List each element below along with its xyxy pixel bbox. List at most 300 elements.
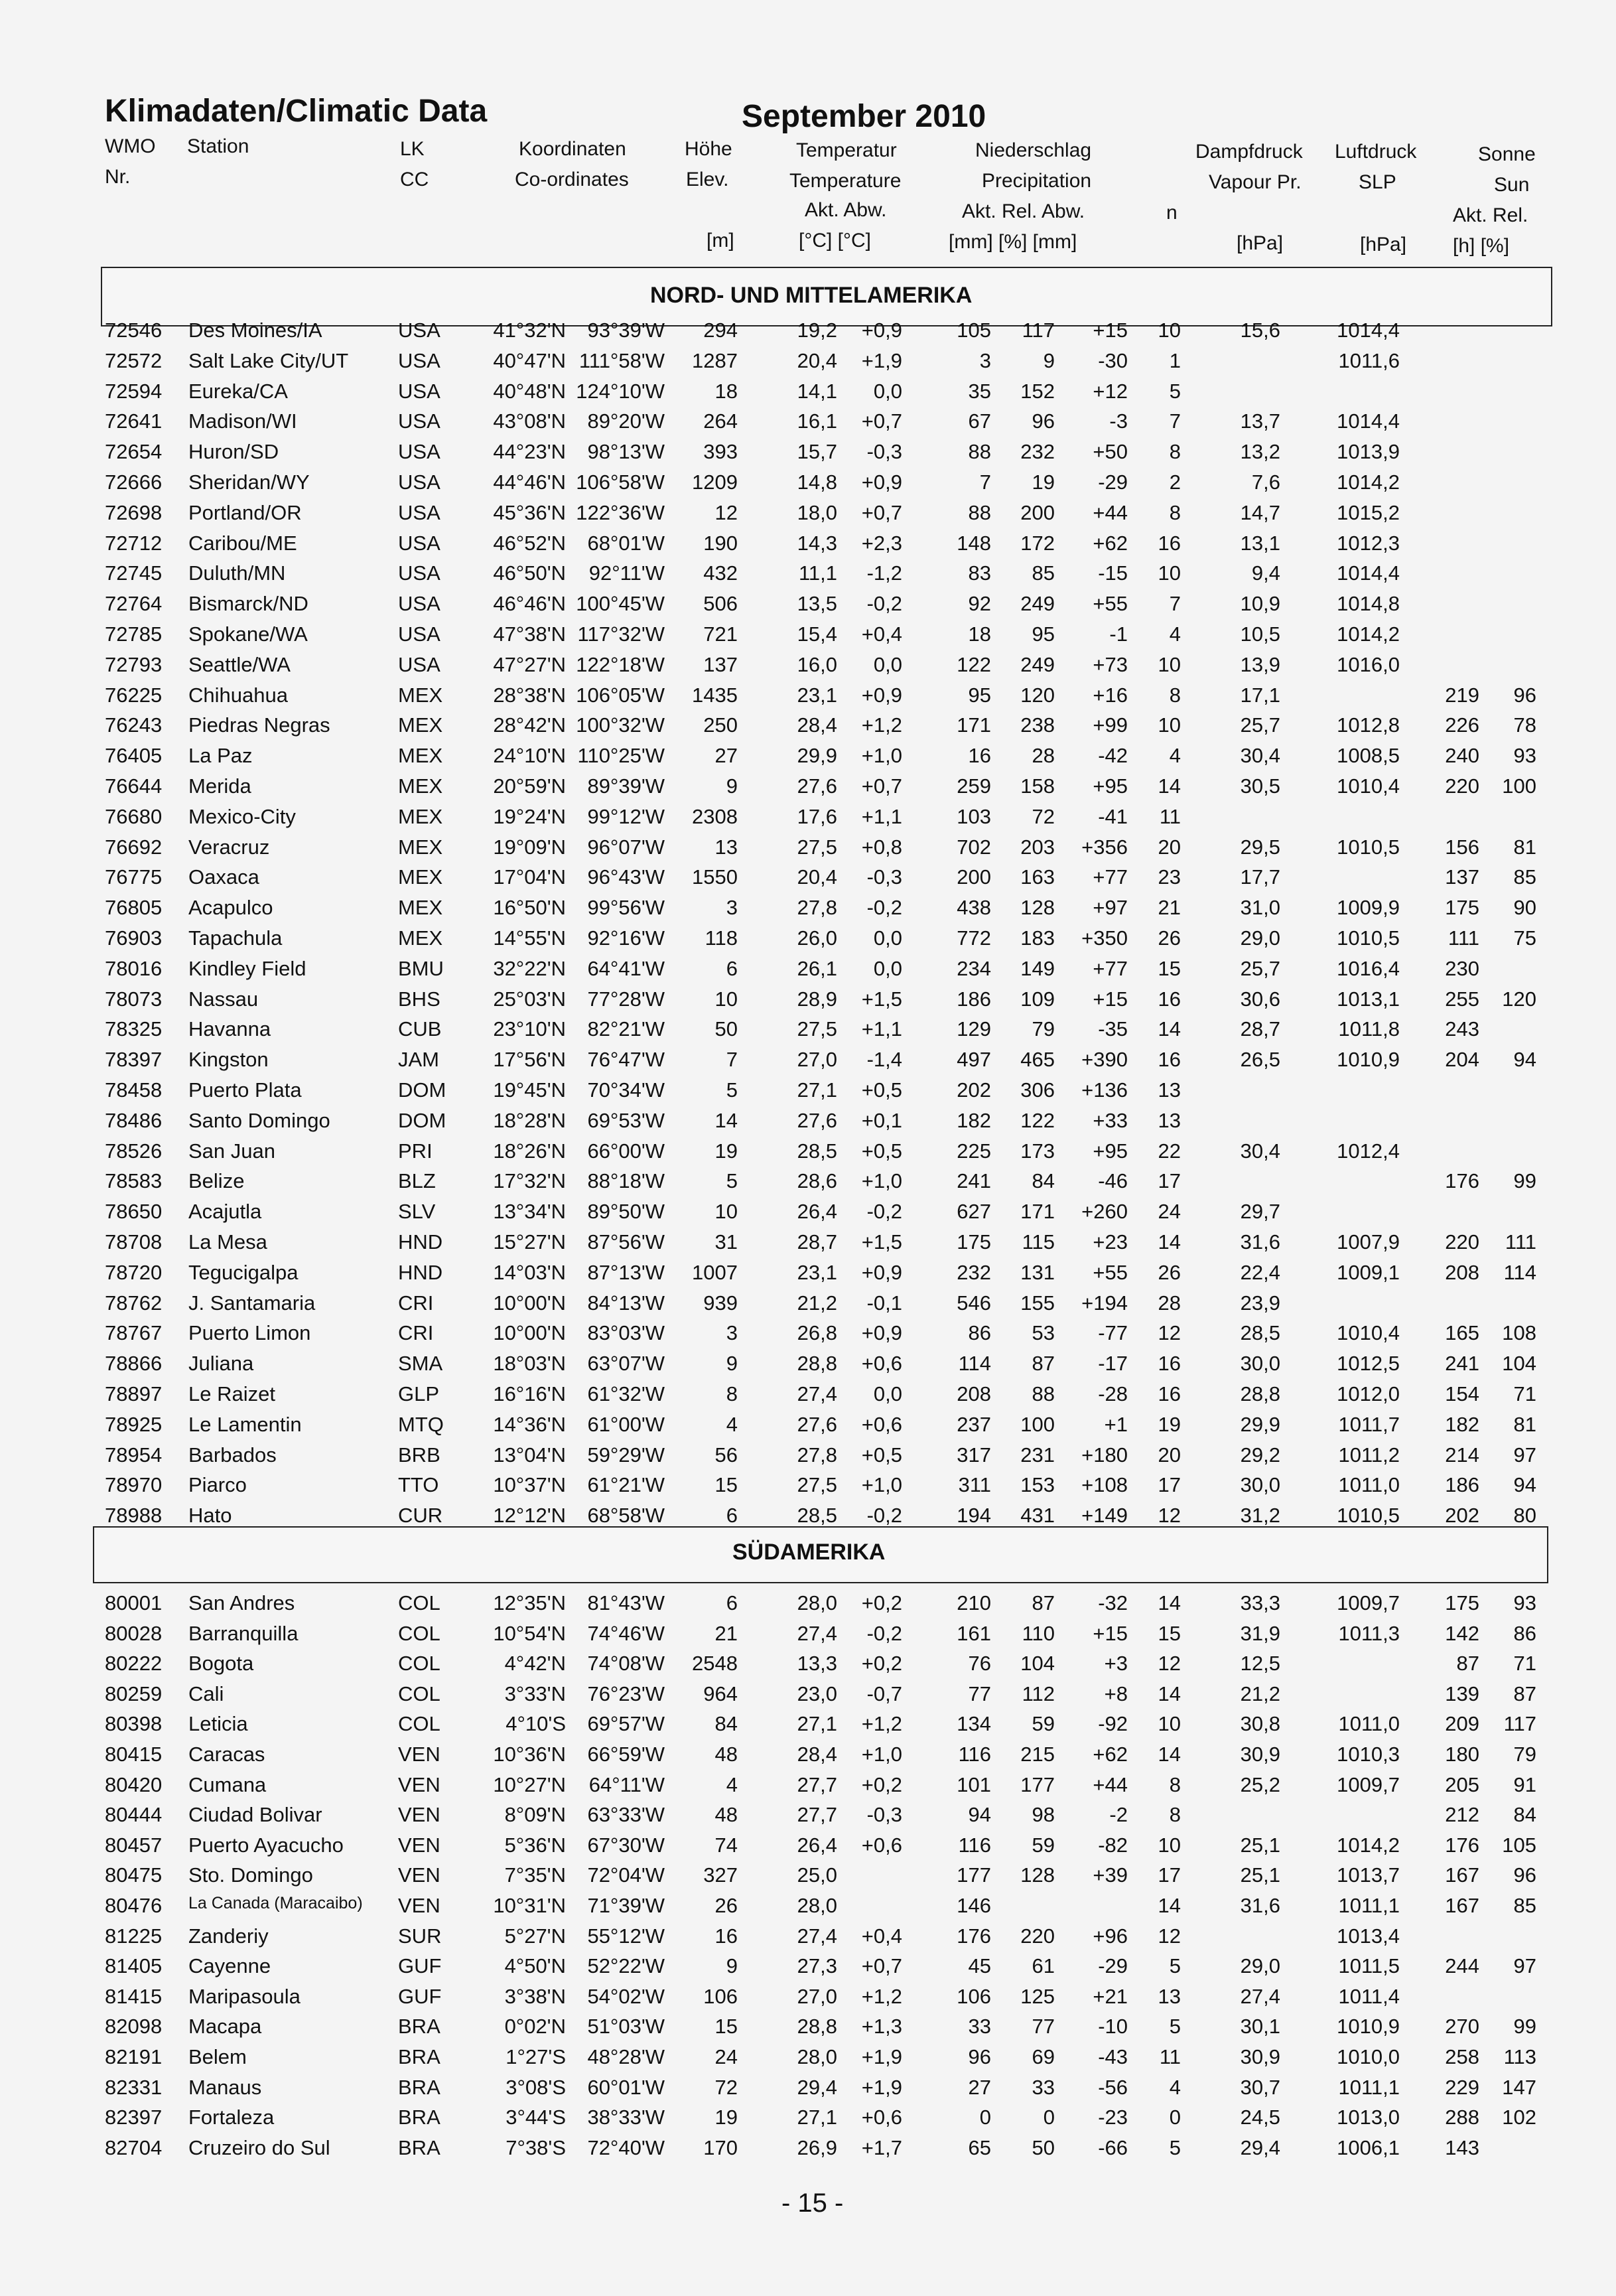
temp-actual: 23,1 [797, 1260, 837, 1284]
sunshine-relative: 111 [1505, 1230, 1536, 1254]
country-code: VEN [398, 1803, 440, 1827]
temp-actual: 27,4 [797, 1621, 837, 1645]
precip-relative: 215 [1020, 1743, 1055, 1766]
precip-actual: 122 [957, 652, 991, 676]
latitude: 1°27'S [505, 2045, 566, 2068]
precip-actual: 161 [957, 1621, 991, 1645]
country-code: GUF [398, 1954, 442, 1978]
precip-actual: 237 [957, 1412, 991, 1436]
wmo-number: 72793 [105, 652, 163, 676]
precip-days: 8 [1169, 500, 1181, 524]
country-code: USA [398, 561, 440, 585]
temp-actual: 28,4 [797, 713, 837, 737]
sea-level-pressure: 1012,0 [1337, 1382, 1400, 1405]
station-name: Ciudad Bolivar [188, 1803, 322, 1827]
temp-actual: 27,6 [797, 1412, 837, 1436]
latitude: 3°08'S [505, 2075, 566, 2099]
vapour-pressure: 29,0 [1240, 1954, 1280, 1978]
temp-deviation: -0,1 [866, 1291, 902, 1315]
header-prec-unit: [mm] [%] [mm] [949, 231, 1077, 253]
station-name: Havanna [188, 1017, 271, 1041]
temp-deviation: 0,0 [873, 1382, 902, 1405]
temp-actual: 16,1 [797, 409, 837, 433]
temp-actual: 18,0 [797, 500, 837, 524]
sunshine-relative: 81 [1513, 1412, 1536, 1436]
latitude: 18°26'N [493, 1139, 566, 1163]
precip-relative: 172 [1020, 531, 1055, 555]
precip-days: 26 [1158, 1260, 1181, 1284]
wmo-number: 80398 [105, 1712, 163, 1736]
sea-level-pressure: 1009,7 [1337, 1591, 1400, 1614]
precip-days: 14 [1158, 774, 1181, 798]
precip-relative: 96 [1032, 409, 1055, 433]
wmo-number: 76775 [105, 865, 163, 889]
precip-relative: 33 [1032, 2075, 1055, 2099]
longitude: 92°11'W [588, 561, 665, 585]
temp-deviation: +0,1 [861, 1108, 902, 1132]
country-code: HND [398, 1260, 443, 1284]
elevation: 10 [714, 987, 738, 1011]
latitude: 47°27'N [493, 652, 566, 676]
station-name: Kindley Field [188, 956, 306, 980]
temp-actual: 28,8 [797, 2015, 837, 2039]
vapour-pressure: 25,7 [1240, 956, 1280, 980]
station-name: Nassau [188, 987, 259, 1011]
precip-deviation: +95 [1093, 774, 1128, 798]
elevation: 10 [714, 1200, 738, 1224]
sea-level-pressure: 1011,6 [1338, 348, 1400, 372]
precip-days: 14 [1158, 1743, 1181, 1766]
precip-actual: 210 [957, 1591, 991, 1614]
precip-actual: 186 [957, 987, 991, 1011]
sunshine-hours: 87 [1456, 1652, 1479, 1676]
temp-deviation: -1,4 [866, 1048, 902, 1072]
sunshine-relative: 102 [1502, 2106, 1536, 2129]
sea-level-pressure: 1014,4 [1337, 561, 1400, 585]
sunshine-relative: 80 [1513, 1504, 1536, 1528]
temp-deviation: +1,9 [861, 348, 902, 372]
precip-days: 26 [1158, 926, 1181, 950]
precip-deviation: +44 [1093, 1772, 1128, 1796]
wmo-number: 82331 [105, 2075, 163, 2099]
sunshine-relative: 87 [1513, 1682, 1536, 1705]
precip-days: 22 [1158, 1139, 1181, 1163]
temp-deviation: +0,5 [861, 1078, 902, 1102]
sunshine-relative: 147 [1502, 2075, 1536, 2099]
longitude: 77°28'W [587, 987, 665, 1011]
longitude: 74°08'W [587, 1652, 665, 1676]
precip-actual: 202 [957, 1078, 991, 1102]
temp-actual: 26,4 [797, 1200, 837, 1224]
wmo-number: 78458 [105, 1078, 163, 1102]
precip-relative: 122 [1020, 1108, 1055, 1132]
precip-deviation: +62 [1093, 1743, 1128, 1766]
station-name: Barbados [188, 1443, 277, 1467]
sunshine-relative: 96 [1513, 683, 1536, 707]
precip-relative: 131 [1020, 1260, 1055, 1284]
sunshine-hours: 214 [1445, 1443, 1479, 1467]
sunshine-relative: 78 [1513, 713, 1536, 737]
station-name: La Canada (Maracaibo) [188, 1894, 363, 1912]
section-band-south-america [93, 1526, 1548, 1583]
sea-level-pressure: 1012,5 [1337, 1352, 1400, 1376]
temp-deviation: +1,7 [861, 2135, 902, 2159]
precip-days: 17 [1158, 1169, 1181, 1193]
temp-actual: 27,7 [797, 1772, 837, 1796]
station-name: Spokane/WA [188, 622, 308, 646]
precip-days: 20 [1158, 1443, 1181, 1467]
temp-deviation: +0,6 [861, 2106, 902, 2129]
longitude: 64°11'W [588, 1772, 665, 1796]
precip-days: 4 [1169, 622, 1181, 646]
precip-days: 17 [1158, 1473, 1181, 1497]
precip-deviation: +95 [1093, 1139, 1128, 1163]
latitude: 18°03'N [493, 1352, 566, 1376]
precip-days: 2 [1169, 470, 1181, 494]
precip-actual: 311 [958, 1473, 991, 1497]
sunshine-relative: 85 [1513, 1894, 1536, 1917]
country-code: SMA [398, 1352, 443, 1376]
sunshine-relative: 97 [1513, 1443, 1536, 1467]
sunshine-relative: 97 [1513, 1954, 1536, 1978]
sea-level-pressure: 1015,2 [1337, 500, 1400, 524]
longitude: 98°13'W [587, 440, 665, 464]
elevation: 2308 [692, 804, 738, 828]
vapour-pressure: 9,4 [1251, 561, 1280, 585]
sea-level-pressure: 1010,5 [1337, 926, 1400, 950]
header-sun: Sun [1494, 174, 1530, 196]
precip-actual: 259 [957, 774, 991, 798]
station-name: Tegucigalpa [188, 1260, 299, 1284]
temp-actual: 27,6 [797, 1108, 837, 1132]
precip-relative: 19 [1032, 470, 1055, 494]
latitude: 10°37'N [493, 1473, 566, 1497]
wmo-number: 72785 [105, 622, 163, 646]
section-band-north-america [101, 267, 1552, 326]
wmo-number: 78925 [105, 1412, 163, 1436]
longitude: 52°22'W [587, 1954, 665, 1978]
precip-relative: 112 [1022, 1682, 1055, 1705]
temp-deviation: -0,3 [866, 1803, 902, 1827]
precip-deviation: -17 [1098, 1352, 1128, 1376]
precip-days: 14 [1158, 1894, 1181, 1917]
wmo-number: 72572 [105, 348, 163, 372]
temp-deviation: +0,2 [861, 1591, 902, 1614]
temp-actual: 28,0 [797, 1591, 837, 1614]
country-code: GLP [398, 1382, 440, 1405]
precip-deviation: -1 [1109, 622, 1128, 646]
longitude: 63°33'W [587, 1803, 665, 1827]
precip-deviation: +8 [1104, 1682, 1128, 1705]
longitude: 81°43'W [587, 1591, 665, 1614]
sea-level-pressure: 1010,3 [1337, 1743, 1400, 1766]
sunshine-hours: 288 [1445, 2106, 1479, 2129]
precip-relative: 79 [1032, 1017, 1055, 1041]
precip-actual: 116 [958, 1743, 991, 1766]
precip-days: 28 [1158, 1291, 1181, 1315]
precip-days: 5 [1169, 2015, 1181, 2039]
sea-level-pressure: 1014,4 [1337, 409, 1400, 433]
temp-actual: 23,1 [797, 683, 837, 707]
latitude: 10°27'N [493, 1772, 566, 1796]
wmo-number: 72641 [105, 409, 163, 433]
precip-relative: 98 [1032, 1803, 1055, 1827]
precip-actual: 94 [968, 1803, 991, 1827]
temp-actual: 16,0 [797, 652, 837, 676]
sea-level-pressure: 1013,0 [1337, 2106, 1400, 2129]
latitude: 17°32'N [493, 1169, 566, 1193]
longitude: 67°30'W [587, 1833, 665, 1857]
latitude: 44°23'N [493, 440, 566, 464]
precip-deviation: -41 [1098, 804, 1128, 828]
sunshine-hours: 243 [1445, 1017, 1479, 1041]
sea-level-pressure: 1011,4 [1338, 1984, 1400, 2008]
precip-days: 13 [1158, 1078, 1181, 1102]
temp-actual: 23,0 [797, 1682, 837, 1705]
precip-actual: 67 [968, 409, 991, 433]
precip-deviation: +149 [1081, 1504, 1128, 1528]
precip-relative: 431 [1020, 1504, 1055, 1528]
sunshine-hours: 175 [1445, 1591, 1479, 1614]
precip-deviation: +136 [1081, 1078, 1128, 1102]
wmo-number: 80259 [105, 1682, 163, 1705]
sunshine-hours: 165 [1445, 1321, 1479, 1345]
latitude: 46°52'N [493, 531, 566, 555]
station-name: Barranquilla [188, 1621, 299, 1645]
latitude: 10°36'N [493, 1743, 566, 1766]
precip-deviation: +180 [1081, 1443, 1128, 1467]
vapour-pressure: 28,5 [1240, 1321, 1280, 1345]
temp-actual: 27,0 [797, 1048, 837, 1072]
temp-actual: 27,4 [797, 1924, 837, 1948]
wmo-number: 80457 [105, 1833, 163, 1857]
sunshine-hours: 244 [1445, 1954, 1479, 1978]
sunshine-hours: 202 [1445, 1504, 1479, 1528]
station-name: Cruzeiro do Sul [188, 2135, 330, 2159]
precip-actual: 77 [968, 1682, 991, 1705]
longitude: 55°12'W [587, 1924, 665, 1948]
precip-relative: 163 [1020, 865, 1055, 889]
temp-deviation: 0,0 [873, 379, 902, 403]
longitude: 54°02'W [587, 1984, 665, 2008]
temp-deviation: +1,1 [861, 804, 902, 828]
sea-level-pressure: 1011,5 [1338, 1954, 1400, 1978]
vapour-pressure: 30,4 [1240, 1139, 1280, 1163]
sunshine-hours: 205 [1445, 1772, 1479, 1796]
temp-deviation: -0,2 [866, 1504, 902, 1528]
latitude: 10°54'N [493, 1621, 566, 1645]
precip-actual: 86 [968, 1321, 991, 1345]
precip-actual: 241 [957, 1169, 991, 1193]
sea-level-pressure: 1014,4 [1337, 319, 1400, 342]
precip-deviation: -2 [1109, 1803, 1128, 1827]
country-code: USA [398, 531, 440, 555]
wmo-number: 78866 [105, 1352, 163, 1376]
sea-level-pressure: 1010,5 [1337, 1504, 1400, 1528]
longitude: 106°05'W [576, 683, 665, 707]
temp-deviation: -1,2 [866, 561, 902, 585]
precip-deviation: +356 [1081, 835, 1128, 859]
longitude: 72°40'W [587, 2135, 665, 2159]
longitude: 61°21'W [587, 1473, 665, 1497]
temp-actual: 27,1 [797, 1078, 837, 1102]
precip-relative: 77 [1032, 2015, 1055, 2039]
wmo-number: 72712 [105, 531, 163, 555]
sunshine-hours: 137 [1445, 865, 1479, 889]
sunshine-relative: 94 [1513, 1473, 1536, 1497]
sunshine-hours: 270 [1445, 2015, 1479, 2039]
vapour-pressure: 29,0 [1240, 926, 1280, 950]
station-name: Sheridan/WY [188, 470, 310, 494]
elevation: 56 [714, 1443, 738, 1467]
precip-actual: 101 [957, 1772, 991, 1796]
longitude: 72°04'W [587, 1863, 665, 1887]
precip-days: 17 [1158, 1863, 1181, 1887]
temp-deviation: +1,9 [861, 2045, 902, 2068]
country-code: CUB [398, 1017, 442, 1041]
country-code: COL [398, 1591, 440, 1614]
sea-level-pressure: 1014,2 [1337, 1833, 1400, 1857]
sunshine-relative: 90 [1513, 896, 1536, 920]
precip-relative: 59 [1032, 1712, 1055, 1736]
longitude: 76°47'W [587, 1048, 665, 1072]
wmo-number: 76680 [105, 804, 163, 828]
temp-deviation: +0,9 [861, 1321, 902, 1345]
elevation: 170 [703, 2135, 738, 2159]
temp-actual: 19,2 [797, 319, 837, 342]
precip-relative: 115 [1022, 1230, 1055, 1254]
longitude: 61°32'W [587, 1382, 665, 1405]
sunshine-hours: 186 [1445, 1473, 1479, 1497]
elevation: 1550 [692, 865, 738, 889]
elevation: 3 [726, 896, 738, 920]
elevation: 5 [726, 1078, 738, 1102]
sunshine-hours: 209 [1445, 1712, 1479, 1736]
precip-actual: 0 [979, 2106, 991, 2129]
elevation: 393 [703, 440, 738, 464]
elevation: 190 [703, 531, 738, 555]
precip-actual: 33 [968, 2015, 991, 2039]
latitude: 13°34'N [493, 1200, 566, 1224]
elevation: 6 [726, 956, 738, 980]
wmo-number: 72764 [105, 592, 163, 616]
country-code: USA [398, 622, 440, 646]
precip-days: 14 [1158, 1591, 1181, 1614]
longitude: 96°07'W [587, 835, 665, 859]
longitude: 76°23'W [587, 1682, 665, 1705]
precip-deviation: -23 [1098, 2106, 1128, 2129]
latitude: 14°36'N [493, 1412, 566, 1436]
sunshine-relative: 71 [1513, 1652, 1536, 1676]
precip-days: 19 [1158, 1412, 1181, 1436]
elevation: 432 [703, 561, 738, 585]
header-sonne: Sonne [1478, 143, 1536, 165]
latitude: 46°46'N [493, 592, 566, 616]
precip-actual: 546 [957, 1291, 991, 1315]
sunshine-hours: 229 [1445, 2075, 1479, 2099]
longitude: 60°01'W [587, 2075, 665, 2099]
precip-relative: 149 [1020, 956, 1055, 980]
temp-actual: 27,5 [797, 835, 837, 859]
temp-deviation: +0,6 [861, 1352, 902, 1376]
temp-deviation: +1,2 [861, 1984, 902, 2008]
wmo-number: 78486 [105, 1108, 163, 1132]
country-code: VEN [398, 1833, 440, 1857]
precip-actual: 103 [957, 804, 991, 828]
elevation: 5 [726, 1169, 738, 1193]
header-slp: SLP [1359, 171, 1396, 193]
vapour-pressure: 22,4 [1240, 1260, 1280, 1284]
precip-deviation: +194 [1081, 1291, 1128, 1315]
longitude: 70°34'W [587, 1078, 665, 1102]
sunshine-relative: 84 [1513, 1803, 1536, 1827]
precip-deviation: +39 [1093, 1863, 1128, 1887]
longitude: 66°00'W [587, 1139, 665, 1163]
temp-actual: 28,6 [797, 1169, 837, 1193]
precip-deviation: +23 [1093, 1230, 1128, 1254]
country-code: DOM [398, 1078, 446, 1102]
precip-actual: 146 [957, 1894, 991, 1917]
sunshine-relative: 75 [1513, 926, 1536, 950]
country-code: COL [398, 1621, 440, 1645]
wmo-number: 78583 [105, 1169, 163, 1193]
station-name: Eureka/CA [188, 379, 288, 403]
precip-deviation: +97 [1093, 896, 1128, 920]
wmo-number: 76692 [105, 835, 163, 859]
temp-deviation: +1,0 [861, 1743, 902, 1766]
station-name: Macapa [188, 2015, 262, 2039]
latitude: 44°46'N [493, 470, 566, 494]
precip-actual: 3 [979, 348, 991, 372]
longitude: 64°41'W [587, 956, 665, 980]
sea-level-pressure: 1009,9 [1337, 896, 1400, 920]
precip-relative: 0 [1043, 2106, 1055, 2129]
latitude: 40°47'N [493, 348, 566, 372]
country-code: MTQ [398, 1412, 444, 1436]
sunshine-hours: 182 [1445, 1412, 1479, 1436]
vapour-pressure: 28,8 [1240, 1382, 1280, 1405]
precip-deviation: +55 [1093, 592, 1128, 616]
precip-actual: 232 [957, 1260, 991, 1284]
vapour-pressure: 12,5 [1240, 1652, 1280, 1676]
sunshine-hours: 258 [1445, 2045, 1479, 2068]
precip-actual: 234 [957, 956, 991, 980]
temp-deviation: +0,7 [861, 774, 902, 798]
temp-deviation: +0,4 [861, 1924, 902, 1948]
wmo-number: 78397 [105, 1048, 163, 1072]
precip-deviation: -29 [1098, 1954, 1128, 1978]
station-name: Zanderiy [188, 1924, 269, 1948]
vapour-pressure: 27,4 [1240, 1984, 1280, 2008]
longitude: 88°18'W [587, 1169, 665, 1193]
precip-relative: 249 [1020, 592, 1055, 616]
temp-actual: 26,9 [797, 2135, 837, 2159]
temp-actual: 14,8 [797, 470, 837, 494]
latitude: 3°33'N [504, 1682, 566, 1705]
wmo-number: 78650 [105, 1200, 163, 1224]
sunshine-hours: 220 [1445, 1230, 1479, 1254]
temp-actual: 28,0 [797, 2045, 837, 2068]
sea-level-pressure: 1010,4 [1337, 1321, 1400, 1345]
sunshine-hours: 111 [1448, 926, 1479, 950]
station-name: Bogota [188, 1652, 254, 1676]
wmo-number: 82191 [105, 2045, 163, 2068]
vapour-pressure: 31,6 [1240, 1894, 1280, 1917]
sea-level-pressure: 1006,1 [1337, 2135, 1400, 2159]
temp-deviation: 0,0 [873, 926, 902, 950]
precip-deviation: +108 [1081, 1473, 1128, 1497]
precip-relative: 100 [1020, 1412, 1055, 1436]
